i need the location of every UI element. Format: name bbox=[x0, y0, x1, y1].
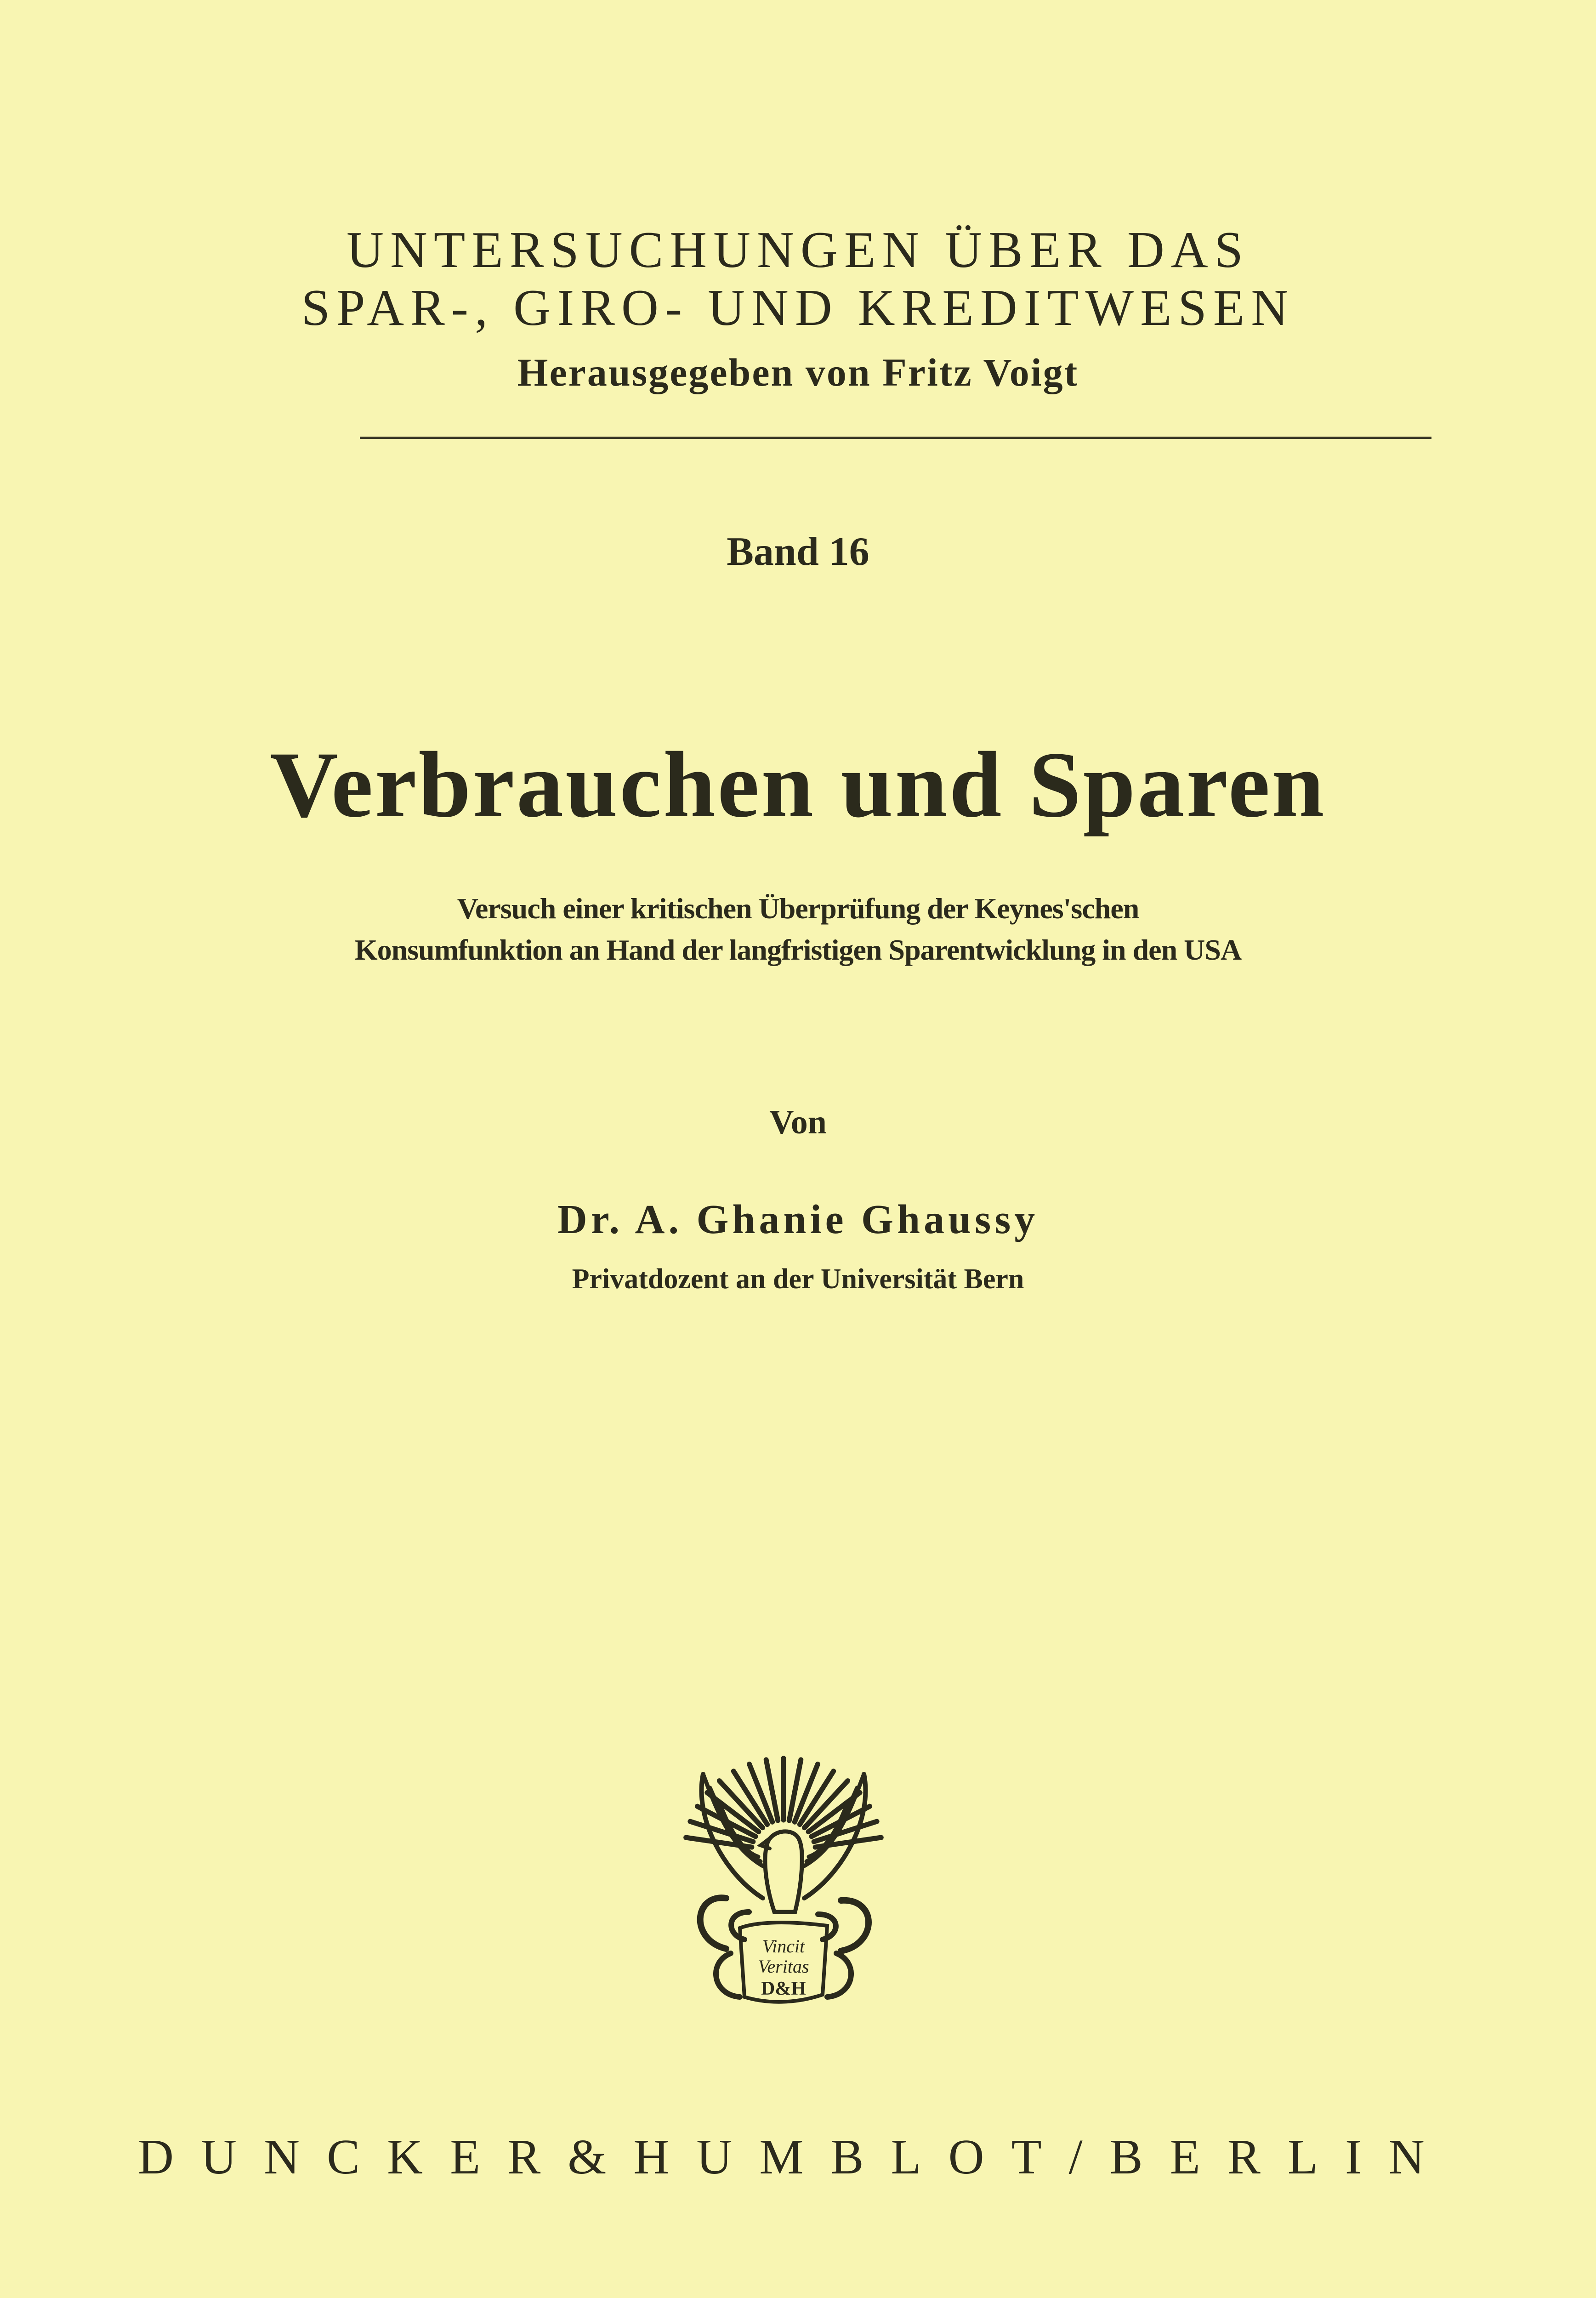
publisher-imprint bbox=[138, 2130, 1425, 2185]
publisher-letter: I bbox=[1345, 2130, 1362, 2184]
publisher-letter: L bbox=[1287, 2130, 1318, 2184]
publisher-letter: U bbox=[201, 2130, 237, 2184]
publisher-letter: O bbox=[948, 2130, 984, 2184]
series-title-line-1: UNTERSUCHUNGEN ÜBER DAS bbox=[346, 222, 1250, 279]
publisher-eagle-logo-icon bbox=[676, 1746, 892, 2013]
publisher-letter: D bbox=[138, 2130, 174, 2184]
volume-number: Band 16 bbox=[727, 529, 869, 574]
publisher-letter: L bbox=[891, 2130, 921, 2184]
publisher-letter: / bbox=[1068, 2130, 1083, 2184]
publisher-letter: H bbox=[633, 2130, 670, 2184]
author-affiliation: Privatdozent an der Universität Bern bbox=[572, 1263, 1024, 1295]
publisher-letter: M bbox=[759, 2130, 804, 2184]
subtitle-line-2: Konsumfunktion an Hand der langfristigen Sparentwicklung in den USA bbox=[354, 933, 1242, 966]
publisher-letter: B bbox=[1109, 2130, 1143, 2184]
author-name: Dr. A. Ghanie Ghaussy bbox=[557, 1197, 1039, 1242]
series-editor: Herausgegeben von Fritz Voigt bbox=[517, 350, 1079, 394]
subtitle-line-1: Versuch einer kritischen Überprüfung der Keynes'schen bbox=[457, 892, 1139, 925]
series-title-line-2: SPAR-, GIRO- UND KREDITWESEN bbox=[301, 279, 1295, 336]
divider-rule bbox=[360, 437, 1431, 439]
publisher-letter: N bbox=[1388, 2130, 1425, 2184]
logo-motto-1: Vincit bbox=[762, 1936, 805, 1957]
publisher-letter: E bbox=[450, 2130, 481, 2184]
publisher-letter: B bbox=[830, 2130, 864, 2184]
publisher-letter: N bbox=[264, 2130, 300, 2184]
publisher-letter: K bbox=[387, 2130, 423, 2184]
publisher-letter: C bbox=[327, 2130, 360, 2184]
publisher-letter: R bbox=[1227, 2130, 1261, 2184]
publisher-letter: R bbox=[507, 2130, 541, 2184]
logo-motto-2: Veritas bbox=[758, 1956, 809, 1977]
book-title: Verbrauchen und Sparen bbox=[270, 733, 1326, 837]
publisher-letter: E bbox=[1170, 2130, 1200, 2184]
logo-initials: D&H bbox=[761, 1978, 806, 1999]
publisher-letter: & bbox=[568, 2130, 607, 2184]
publisher-letter: U bbox=[696, 2130, 733, 2184]
publisher-letter: T bbox=[1011, 2130, 1042, 2184]
by-label: Von bbox=[769, 1103, 827, 1141]
